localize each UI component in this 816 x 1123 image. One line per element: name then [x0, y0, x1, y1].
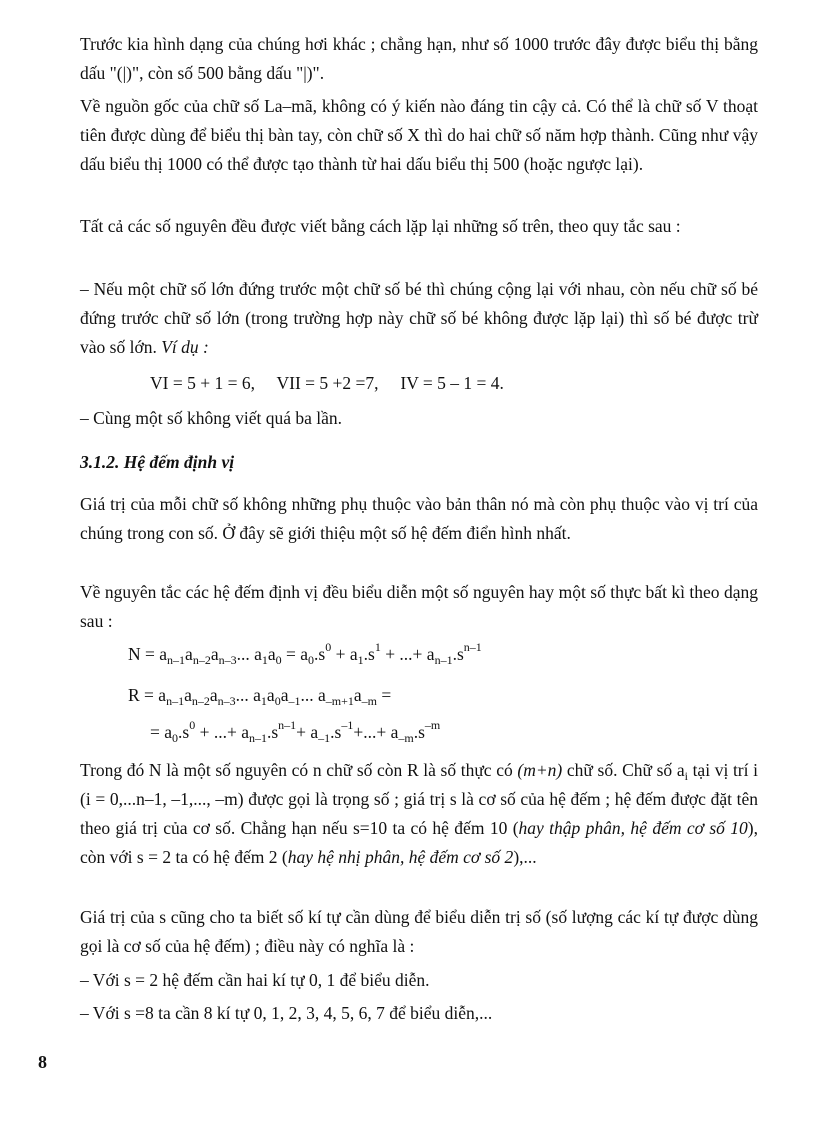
symbols-needed-text: Giá trị của s cũng cho ta biết số kí tự cần dùng để biểu diễn trị số (số lượng các kí tự được dùng gọi là cơ số của hệ đếm) ; điều này có nghĩa là :	[80, 907, 758, 956]
general-form-text: Về nguyên tắc các hệ đếm định vị đều biểu diễn một số nguyên hay một số thực bất kì theo dạng sau :	[80, 582, 758, 631]
definitions-digits-count: (m+n)	[517, 760, 563, 780]
paragraph-definitions	[80, 756, 758, 872]
paragraph-binary-example	[80, 966, 758, 995]
formula-real-r-expansion: = $a_0.s^0$ + ...+ $a_{n-1}.s^{n-1}+ a_{-1}.s^{-1}+...+ a_{-m}.s^{-m}$	[150, 718, 441, 745]
formula-real-r: $R = a_{n-1}a_{n-2}a_{n-3}$... $a_1a_0a_{-1}$... $a_{-m+1}a_{-m}$ =	[128, 685, 392, 708]
section-heading: 3.1.2. Hệ đếm định vị	[80, 452, 235, 472]
definitions-binary-note: hay hệ nhị phân, hệ đếm cơ số 2	[287, 847, 514, 867]
paragraph-rules-intro-text: Tất cả các số nguyên đều được viết bằng cách lặp lại những số trên, theo quy tắc sau :	[80, 216, 681, 236]
positional-intro-text: Giá trị của mỗi chữ số không những phụ thuộc vào bản thân nó mà còn phụ thuộc vào vị trí của chúng trong con số. Ở đây sẽ giới thiệu một số hệ đếm điển hình nhất.	[80, 494, 758, 543]
definitions-text-2: chữ số. Chữ số a	[562, 760, 685, 780]
formula-integer-n: $N = a_{n-1}a_{n-2}a_{n-3}$... $a_1a_0 = a_0.s^0 + a_1.s^1$ + ...+ $a_{n-1}.s^{n-1}$	[128, 640, 482, 667]
definitions-text-3: tại vị trí i (i = 0,...n–1, –1,..., –m) được gọi là trọng số ; giá trị s là cơ số của hệ đếm ; hệ đếm được đặt tên theo giá trị của cơ số. Chẳng hạn nếu s=10 ta có hệ đếm 10 (	[80, 760, 758, 838]
definitions-text-1: Trong đó N là một số nguyên có n chữ số còn R là số thực có	[80, 760, 518, 780]
roman-example-equations: VI = 5 + 1 = 6, VII = 5 +2 =7, IV = 5 – 1 = 4.	[150, 373, 504, 393]
page-number: 8	[38, 1052, 47, 1072]
octal-example-text: – Với s =8 ta cần 8 kí tự 0, 1, 2, 3, 4, 5, 6, 7 để biểu diễn,...	[80, 1003, 493, 1023]
paragraph-old-forms-text: Trước kia hình dạng của chúng hơi khác ; chẳng hạn, như số 1000 trước đây được biểu thị bằng dấu "(|)", còn số 500 bằng dấu "|)".	[80, 34, 758, 83]
paragraph-origin-text: Về nguồn gốc của chữ số La–mã, không có ý kiến nào đáng tin cậy cả. Có thể là chữ số V thoạt tiên được dùng để biểu thị bàn tay, còn chữ số X thì do hai chữ số năm hợp thành. Cũng như vậy dấu biểu thị 1000 có thể được tạo thành từ hai dấu biểu thị 500 (hoặc ngược lại).	[80, 96, 758, 174]
definitions-text-4: ), còn với s = 2 ta có hệ đếm 2 (	[80, 818, 758, 867]
definitions-subscript-i: i	[684, 769, 688, 783]
binary-example-text: – Với s = 2 hệ đếm cần hai kí tự 0, 1 để biểu diễn.	[80, 970, 430, 990]
example-label: Ví dụ :	[161, 337, 209, 357]
paragraph-rules-intro	[80, 212, 758, 241]
definitions-decimal-note: hay thập phân, hệ đếm cơ số 10	[518, 818, 748, 838]
paragraph-old-forms	[80, 30, 758, 88]
paragraph-octal-example	[80, 999, 758, 1028]
rule-add-subtract-text: – Nếu một chữ số lớn đứng trước một chữ số bé thì chúng cộng lại với nhau, còn nếu chữ số bé đứng trước chữ số lớn (trong trường hợp này chữ số bé không được lặp lại) thì số bé được trừ vào số lớn.	[80, 279, 758, 357]
paragraph-symbols-needed	[80, 903, 758, 961]
paragraph-general-form	[80, 578, 758, 636]
definitions-text-5: ),...	[513, 847, 537, 867]
rule-repeat-text: – Cùng một số không viết quá ba lần.	[80, 408, 342, 428]
paragraph-rule-add-subtract	[80, 275, 758, 362]
paragraph-positional-intro	[80, 490, 758, 548]
paragraph-origin	[80, 92, 758, 179]
paragraph-rule-repeat	[80, 404, 758, 433]
